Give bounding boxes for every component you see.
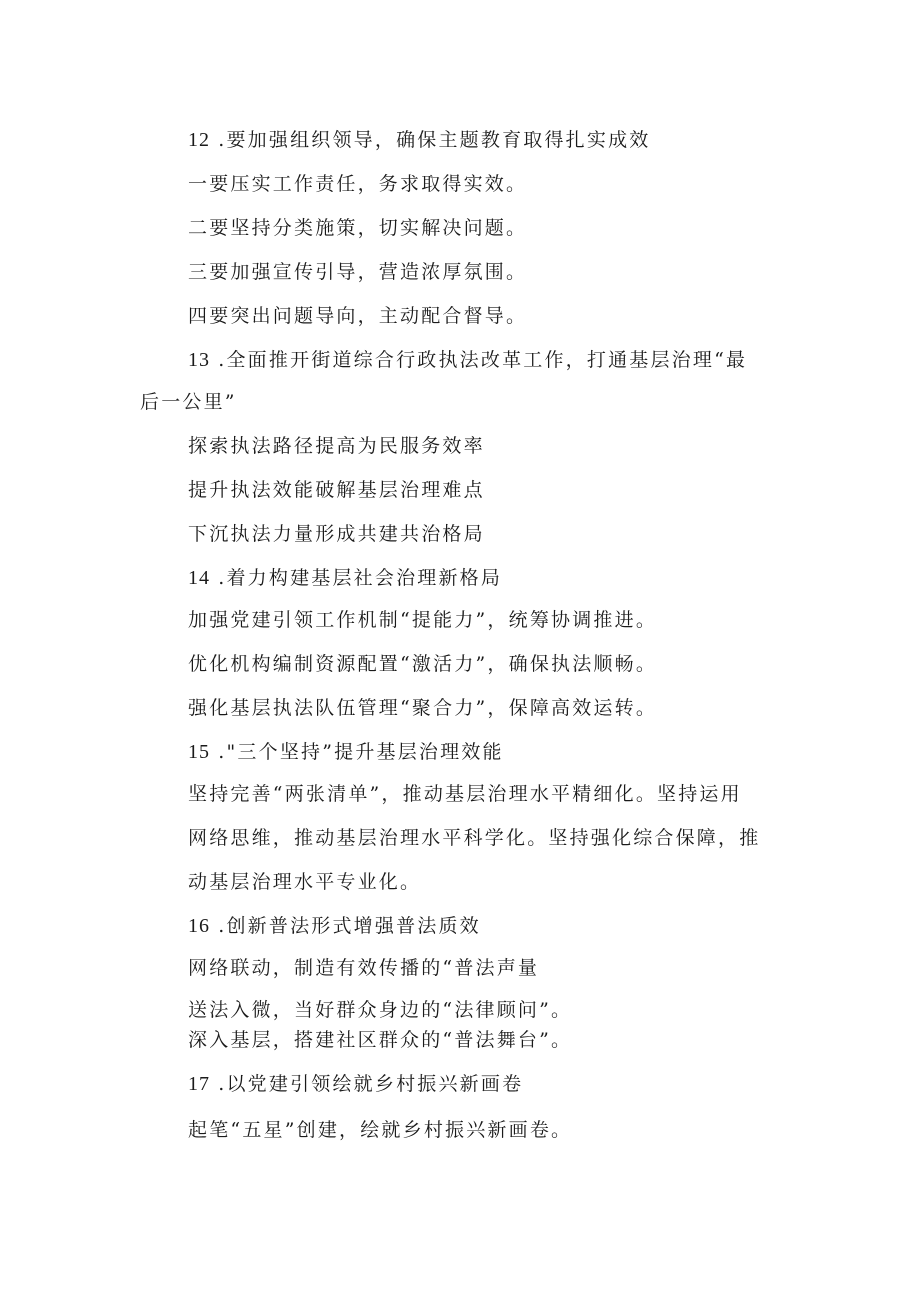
section-15-para-line-2: 网络思维，推动基层治理水平科学化。坚持强化综合保障，推 — [188, 827, 761, 849]
section-12-item-3: 三要加强宣传引导，营造浓厚氛围。 — [188, 261, 528, 283]
section-13-item-1: 探索执法路径提高为民服务效率 — [188, 435, 485, 457]
section-17-item-1: 起笔“五星”创建，绘就乡村振兴新画卷。 — [188, 1119, 573, 1141]
section-12-item-1: 一要压实工作责任，务求取得实效。 — [188, 173, 528, 195]
section-15-para-line-3: 动基层治理水平专业化。 — [188, 871, 422, 893]
section-12-heading — [188, 128, 650, 152]
section-14-item-2: 优化机构编制资源配置“激活力”，确保执法顺畅。 — [188, 653, 658, 675]
heading-text: .以党建引领绘就乡村振兴新画卷 — [210, 1073, 524, 1095]
section-number: 12 — [188, 129, 210, 151]
section-16-heading — [188, 914, 481, 938]
heading-text: ."三个坚持”提升基层治理效能 — [210, 741, 504, 763]
heading-text: .全面推开街道综合行政执法改革工作，打通基层治理“最 — [210, 349, 748, 371]
section-number: 16 — [188, 915, 210, 937]
section-13-heading-cont: 后一公里” — [140, 391, 237, 413]
section-number: 14 — [188, 567, 210, 589]
section-16-item-3: 深入基层，搭建社区群众的“普法舞台”。 — [188, 1029, 573, 1051]
section-number: 17 — [188, 1073, 210, 1095]
heading-text: .要加强组织领导，确保主题教育取得扎实成效 — [210, 129, 651, 151]
section-number: 15 — [188, 741, 210, 763]
section-14-item-3: 强化基层执法队伍管理“聚合力”，保障高效运转。 — [188, 697, 658, 719]
section-12-item-4: 四要突出问题导向，主动配合督导。 — [188, 305, 528, 327]
heading-text: .着力构建基层社会治理新格局 — [210, 567, 503, 589]
section-15-para-line-1: 坚持完善“两张清单”，推动基层治理水平精细化。坚持运用 — [188, 783, 742, 805]
section-14-item-1: 加强党建引领工作机制“提能力”，统筹协调推进。 — [188, 609, 658, 631]
section-13-heading — [188, 348, 747, 372]
section-14-heading — [188, 566, 502, 590]
section-16-item-1: 网络联动，制造有效传播的“普法声量 — [188, 957, 540, 979]
section-17-heading — [188, 1072, 523, 1096]
section-13-item-2: 提升执法效能破解基层治理难点 — [188, 479, 485, 501]
section-15-heading — [188, 740, 504, 764]
section-13-item-3: 下沉执法力量形成共建共治格局 — [188, 523, 485, 545]
section-12-item-2: 二要坚持分类施策，切实解决问题。 — [188, 217, 528, 239]
section-number: 13 — [188, 349, 210, 371]
section-16-item-2: 送法入微，当好群众身边的“法律顾问”。 — [188, 999, 573, 1021]
heading-text: .创新普法形式增强普法质效 — [210, 915, 481, 937]
